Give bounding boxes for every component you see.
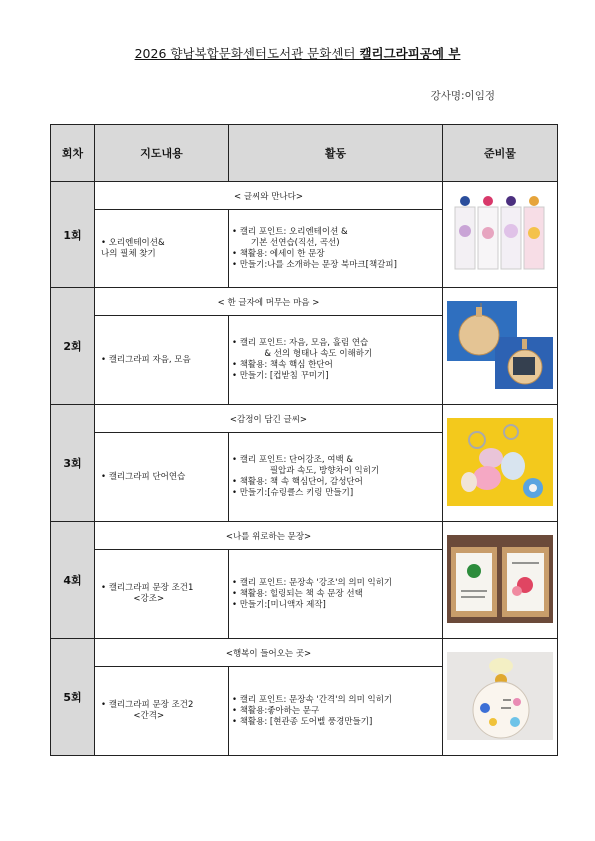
activity-line: • 책활용: 책속 핵심 한단어 — [232, 360, 333, 370]
content-line: <간격> — [101, 711, 165, 721]
session-content — [95, 550, 229, 639]
table-row — [51, 522, 558, 550]
title-bold: 캘리그라피공예 부 — [359, 46, 461, 61]
content-line: 나의 필체 찾기 — [101, 248, 156, 259]
lesson-plan-table — [50, 124, 558, 756]
session-theme: <나를 위로하는 문장> — [95, 522, 443, 550]
session-theme: < 한 글자에 머무는 마음 > — [95, 288, 443, 316]
table-row — [51, 182, 558, 210]
title-prefix: 2026 향남복합문화센터도서관 문화센터 — [134, 46, 360, 61]
content-line: • 오리엔테이션& — [101, 237, 165, 248]
bookmarks-photo — [443, 182, 558, 288]
activity-line: • 책활용: [현관종 도어벨 풍경만들기] — [232, 716, 373, 727]
activity-line: • 책활용: 책 속 핵심단어, 감성단어 — [232, 477, 363, 487]
session-content — [95, 667, 229, 756]
session-number: 5회 — [51, 639, 95, 756]
session-activity — [229, 210, 443, 288]
session-number: 4회 — [51, 522, 95, 639]
activity-line: 필압과 속도, 방향차이 익히기 — [232, 466, 380, 476]
header-activity: 활동 — [229, 125, 443, 182]
page-title — [0, 44, 595, 62]
activity-line: & 선의 형태나 속도 이해하기 — [232, 349, 373, 359]
header-session: 회차 — [51, 125, 95, 182]
activity-line: • 책활용:좋아하는 문구 — [232, 705, 320, 716]
activity-line: • 책활용: 에세이 한 문장 — [232, 248, 325, 259]
activity-line: • 만들기: [컵받침 꾸미기] — [232, 371, 329, 381]
table-row — [51, 639, 558, 667]
activity-line: • 캘리 포인트: 문장속 '간격'의 의미 익히기 — [232, 694, 393, 705]
header-content: 지도내용 — [95, 125, 229, 182]
activity-line: 기본 선연습(직선, 곡선) — [232, 237, 340, 248]
activity-line: • 만들기:나를 소개하는 문장 북마크[책갈피] — [232, 259, 397, 270]
session-number: 1회 — [51, 182, 95, 288]
activity-line: • 캘리 포인트: 단어강조, 여백 & — [232, 455, 354, 465]
session-content — [95, 433, 229, 522]
session-number: 3회 — [51, 405, 95, 522]
session-theme: <감정이 담긴 글씨> — [95, 405, 443, 433]
session-theme: <행복이 들어오는 곳> — [95, 639, 443, 667]
doorbell-photo — [443, 639, 558, 756]
session-theme: < 글씨와 만나다> — [95, 182, 443, 210]
activity-line: • 캘리 포인트: 오리엔테이션 & — [232, 226, 348, 237]
frame-photo — [443, 522, 558, 639]
keyring-photo — [443, 405, 558, 522]
session-activity — [229, 316, 443, 405]
session-content — [95, 316, 229, 405]
table-row — [51, 288, 558, 316]
content-line: • 캘리그라피 문장 조건2 — [101, 700, 194, 710]
content-line: • 캘리그라피 자음, 모음 — [101, 354, 191, 365]
content-line: <강조> — [101, 594, 165, 604]
content-line: • 캘리그라피 단어연습 — [101, 471, 186, 482]
instructor-name: 강사명:이임정 — [430, 90, 495, 102]
coaster-photo — [443, 288, 558, 405]
activity-line: • 책활용: 힐링되는 책 속 문장 선택 — [232, 588, 363, 599]
header-materials: 준비물 — [443, 125, 558, 182]
activity-line: • 캘리 포인트: 문장속 '강조'의 의미 익히기 — [232, 577, 393, 588]
content-line: • 캘리그라피 문장 조건1 — [101, 583, 194, 593]
session-activity — [229, 550, 443, 639]
session-number: 2회 — [51, 288, 95, 405]
activity-line: • 만들기:[슈링클스 키링 만들기] — [232, 488, 354, 498]
header-row — [51, 125, 558, 182]
session-activity — [229, 667, 443, 756]
session-content — [95, 210, 229, 288]
activity-line: • 만들기:[미니액자 제작] — [232, 599, 326, 610]
session-activity — [229, 433, 443, 522]
activity-line: • 캘리 포인트: 자음, 모음, 흘림 연습 — [232, 338, 369, 348]
table-row — [51, 405, 558, 433]
